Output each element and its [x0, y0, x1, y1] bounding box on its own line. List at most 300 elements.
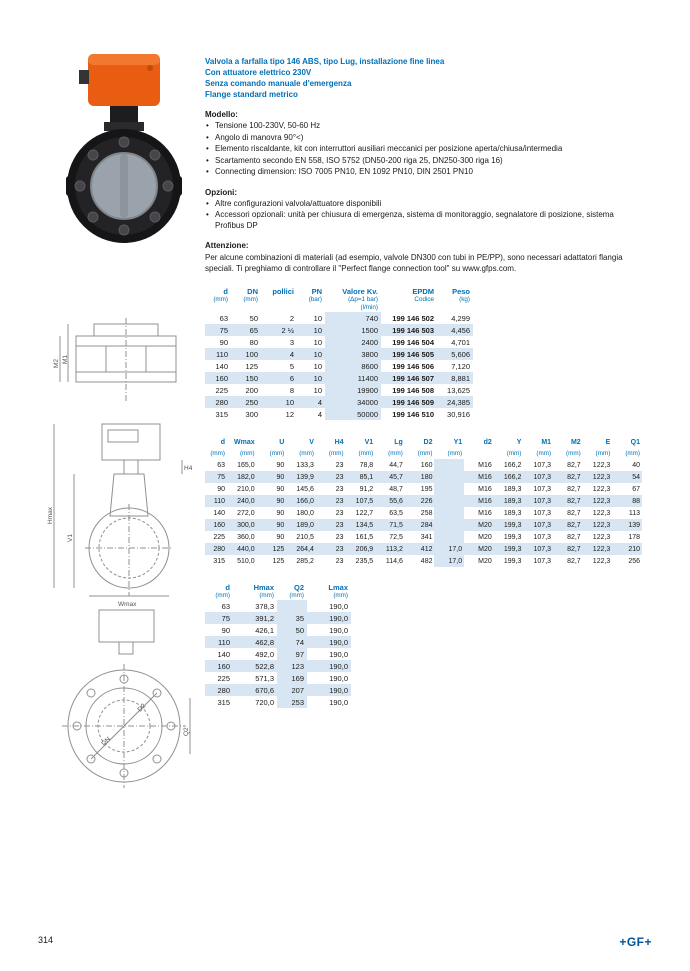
- table-cell: 12: [285, 409, 294, 419]
- dim-label-d2: D2: [136, 702, 148, 714]
- dim-label-wmax: Wmax: [118, 601, 137, 608]
- table-cell: 200: [245, 385, 258, 395]
- table-cell: 48,7: [389, 485, 403, 493]
- table-cell: 5,606: [451, 349, 470, 359]
- column-header: (mm): [289, 592, 304, 599]
- table-cell: 23: [335, 485, 344, 493]
- table-cell: 2400: [325, 336, 381, 348]
- table-cell: 125: [245, 361, 258, 371]
- table-cell: 54: [632, 473, 640, 481]
- column-header: Peso: [452, 287, 470, 296]
- table-cell: M16: [478, 485, 492, 493]
- table-cell: 189,3: [503, 497, 522, 505]
- table-cell: 107,3: [533, 557, 552, 565]
- product-photo-butterfly-valve: [66, 48, 188, 256]
- table-cell: 74: [277, 636, 307, 648]
- table-cell: 139,9: [296, 473, 314, 481]
- table-cell: 107,3: [533, 533, 552, 541]
- dim-label-dn: DN: [100, 735, 113, 748]
- table-cell: 63: [221, 601, 230, 611]
- header-row: [205, 436, 642, 448]
- table-cell: 122,3: [592, 509, 611, 517]
- table-cell: 199 146 507: [392, 373, 434, 383]
- table-cell: 139: [628, 521, 640, 529]
- table-cell: 122,3: [592, 473, 611, 481]
- column-header: E: [605, 438, 611, 446]
- list-item: • Scartamento secondo EN 558, ISO 5752 (DN50-200 riga 25, DN250-300 riga 16): [205, 156, 642, 167]
- column-header: pollici: [272, 287, 294, 296]
- column-header: [261, 304, 297, 312]
- title-line-2: Con attuatore elettrico 230V: [205, 68, 312, 77]
- attenzione-text: Per alcune combinazioni di materiali (ad esempio, valvole DN300 con tubi in PE/PP), sono necessari adattatori flangia speciali. Ti preghiamo di controllare il "Perfect flange connection tool" su www.gfps.com.: [205, 253, 623, 273]
- table-cell: 107,5: [355, 497, 374, 505]
- column-header: Codice: [414, 296, 434, 303]
- column-header: (mm): [328, 449, 344, 457]
- list-item: • Tensione 100-230V, 50-60 Hz: [205, 121, 642, 132]
- table-cell: 40: [632, 461, 640, 469]
- table-cell: 199 146 508: [392, 385, 434, 395]
- table-cell: 300,0: [237, 521, 255, 529]
- table-cell: 440,0: [237, 545, 255, 553]
- table-cell: 315: [213, 557, 225, 565]
- table-cell: 4: [317, 397, 322, 407]
- table-cell: 122,3: [592, 485, 611, 493]
- column-header: Hmax: [253, 583, 274, 592]
- table-cell: 90: [276, 509, 285, 517]
- table-row: [205, 612, 351, 624]
- column-header: [297, 304, 325, 312]
- table-cell: 199 146 510: [392, 409, 434, 419]
- table-cell: 166,2: [503, 473, 522, 481]
- list-item: • Angolo di manovra 90°<): [205, 133, 642, 144]
- table-cell: 72,5: [389, 533, 403, 541]
- table-cell: [434, 531, 464, 543]
- table-row: [205, 600, 351, 612]
- table-cell: 207: [277, 684, 307, 696]
- table-cell: 23: [335, 557, 344, 565]
- table-cell: 134,5: [355, 521, 374, 529]
- table-cell: 45,7: [389, 473, 403, 481]
- table-cell: 113: [628, 509, 640, 517]
- column-header: d2: [483, 438, 492, 446]
- table-cell: 122,3: [592, 461, 611, 469]
- table-row: [205, 624, 351, 636]
- column-header: [381, 304, 437, 312]
- table-cell: 482: [420, 557, 433, 565]
- table-cell: M16: [478, 497, 492, 505]
- table-row: [205, 384, 473, 396]
- header-row: [205, 287, 473, 296]
- table-cell: 97: [277, 648, 307, 660]
- table-cell: 122,3: [592, 545, 611, 553]
- table-cell: 90: [276, 473, 285, 481]
- table-cell: 23: [335, 461, 344, 469]
- table-cell: 34000: [325, 396, 381, 408]
- table-cell: 195: [420, 485, 433, 493]
- table-cell: 10: [313, 373, 322, 383]
- table-cell: 190,0: [329, 685, 348, 695]
- table-cell: 258: [420, 509, 433, 517]
- column-header: Q2: [293, 583, 304, 592]
- column-header: [261, 296, 297, 304]
- table-cell: 189,3: [503, 485, 522, 493]
- table-cell: 190,0: [329, 697, 348, 707]
- table-cell: 189,0: [296, 521, 314, 529]
- table-cell: [277, 600, 307, 612]
- column-header: (bar): [308, 296, 322, 303]
- table-cell: 107,3: [533, 497, 552, 505]
- table-row: [205, 696, 351, 708]
- column-header: [437, 304, 473, 312]
- header-row: [205, 592, 351, 600]
- column-header: EPDM: [412, 287, 434, 296]
- table-cell: 190,0: [329, 673, 348, 683]
- table-cell: 190,0: [329, 661, 348, 671]
- table-cell: 50: [277, 624, 307, 636]
- column-header: Y1: [453, 438, 463, 446]
- table-cell: [434, 495, 464, 507]
- table-cell: M16: [478, 473, 492, 481]
- table-row: [205, 507, 642, 519]
- column-header: H4: [334, 438, 344, 446]
- table-cell: 75: [221, 613, 230, 623]
- dimensions-table: [205, 436, 642, 567]
- table-cell: 199 146 509: [392, 397, 434, 407]
- table-cell: 10: [313, 313, 322, 323]
- table-cell: 110: [216, 349, 228, 359]
- column-header: (mm): [215, 592, 230, 599]
- table-cell: 122,7: [355, 509, 374, 517]
- title-line-3: Senza comando manuale d'emergenza: [205, 79, 352, 88]
- column-header: DN: [247, 287, 258, 296]
- title-line-1: Valvola a farfalla tipo 146 ABS, tipo Lug, installazione fine linea: [205, 57, 445, 66]
- table-cell: 114,6: [385, 557, 403, 565]
- technical-drawing-top-view: [50, 316, 190, 411]
- table-cell: 426,1: [255, 625, 274, 635]
- table-cell: 253: [277, 696, 307, 708]
- table-cell: 67: [632, 485, 640, 493]
- table-row: [205, 360, 473, 372]
- table-cell: 285,2: [296, 557, 314, 565]
- table-cell: 78,8: [359, 461, 374, 469]
- list-item: • Elemento riscaldante, kit con interruttori ausiliari meccanici per posizione aperta/chiusa/intermedia: [205, 144, 642, 155]
- table-cell: 63: [219, 313, 228, 323]
- table-cell: 178: [628, 533, 640, 541]
- column-header: (mm): [213, 296, 228, 303]
- table-cell: 182,0: [237, 473, 255, 481]
- table-cell: 160: [420, 461, 433, 469]
- table-cell: 160: [213, 521, 225, 529]
- column-header: U: [279, 438, 285, 446]
- table-cell: 199 146 502: [392, 313, 434, 323]
- table-cell: 107,3: [533, 509, 552, 517]
- table-cell: 199 146 506: [392, 361, 434, 371]
- table-cell: 10: [313, 337, 322, 347]
- table-cell: 284: [420, 521, 433, 529]
- column-header: (mm): [358, 449, 374, 457]
- table-cell: 180,0: [296, 509, 314, 517]
- table-cell: 150: [245, 373, 258, 383]
- table-cell: 88: [632, 497, 640, 505]
- table-cell: 82,7: [567, 557, 581, 565]
- table-cell: 82,7: [567, 473, 581, 481]
- table-cell: 122,3: [592, 533, 611, 541]
- table-cell: 210: [628, 545, 640, 553]
- table-cell: 23: [335, 497, 344, 505]
- column-header: (mm): [243, 296, 258, 303]
- table-cell: 225: [217, 673, 230, 683]
- column-header: M1: [541, 438, 552, 446]
- table-cell: 90: [221, 625, 230, 635]
- modello-list: [205, 121, 642, 178]
- column-header: V1: [364, 438, 374, 446]
- table-cell: 190,0: [329, 601, 348, 611]
- column-header: (mm): [506, 449, 522, 457]
- table-cell: 80: [249, 337, 258, 347]
- table-cell: 8: [289, 385, 294, 395]
- table-cell: 166,0: [296, 497, 314, 505]
- table-cell: 522,8: [255, 661, 274, 671]
- table-cell: [434, 471, 464, 483]
- opzioni-list: [205, 199, 642, 232]
- list-item: • Altre configurazioni valvola/attuatore disponibili: [205, 199, 642, 210]
- list-item: • Connecting dimension: ISO 7005 PN10, EN 1092 PN10, DIN 2501 PN10: [205, 167, 642, 178]
- table-cell: 360,0: [237, 533, 255, 541]
- table-cell: 161,5: [355, 533, 374, 541]
- table-cell: 17,0: [434, 543, 464, 555]
- table-cell: 23: [335, 521, 344, 529]
- table-cell: 44,7: [389, 461, 403, 469]
- column-header: M2: [570, 438, 581, 446]
- table-cell: 125: [272, 545, 285, 553]
- table-cell: 19900: [325, 384, 381, 396]
- column-header: Lg: [394, 438, 403, 446]
- table-cell: 190,0: [329, 625, 348, 635]
- column-header: (mm): [388, 449, 403, 457]
- table-cell: 462,8: [255, 637, 274, 647]
- table-cell: 90: [276, 485, 285, 493]
- title-line-4: Flange standard metrico: [205, 90, 298, 99]
- table-cell: 90: [276, 461, 285, 469]
- table-cell: [434, 519, 464, 531]
- table-cell: 140: [215, 361, 228, 371]
- table-cell: 510,0: [237, 557, 255, 565]
- table-cell: 140: [213, 509, 225, 517]
- table-cell: 280: [213, 545, 225, 553]
- header-row: [205, 448, 642, 459]
- table-cell: 65: [249, 325, 258, 335]
- table-cell: 140: [217, 649, 230, 659]
- table-cell: 341: [420, 533, 433, 541]
- table-cell: 315: [217, 697, 230, 707]
- column-header: Lmax: [328, 583, 348, 592]
- table-row: [205, 348, 473, 360]
- table-row: [205, 324, 473, 336]
- column-header: (mm): [210, 449, 225, 457]
- table-cell: 225: [213, 533, 225, 541]
- dim-label-q2: Q2: [183, 727, 190, 736]
- table-row: [205, 396, 473, 408]
- column-header: (mm): [595, 449, 611, 457]
- table-cell: 670,6: [255, 685, 274, 695]
- table-cell: 4: [317, 409, 322, 419]
- column-header: (kg): [459, 296, 470, 303]
- column-header: (mm): [269, 449, 285, 457]
- table-cell: 10: [313, 349, 322, 359]
- table-cell: 412: [420, 545, 433, 553]
- table-cell: 24,385: [447, 397, 470, 407]
- table-cell: 4,701: [451, 337, 470, 347]
- table-cell: 123: [277, 660, 307, 672]
- table-row: [205, 336, 473, 348]
- table-cell: 199,3: [503, 557, 522, 565]
- list-item: • Accessori opzionali: unità per chiusura di emergenza, sistema di monitoraggio, segnalatore di posizione, sistema Profibus DP: [205, 210, 642, 231]
- table-cell: 226: [420, 497, 433, 505]
- table-cell: 199,3: [503, 545, 522, 553]
- kv-code-weight-table: [205, 287, 473, 420]
- table-cell: 75: [217, 473, 225, 481]
- table-row: [205, 672, 351, 684]
- table-cell: 199,3: [503, 521, 522, 529]
- table-row: [205, 543, 642, 555]
- table-cell: 189,3: [503, 509, 522, 517]
- table-row: [205, 519, 642, 531]
- table-cell: 4,456: [451, 325, 470, 335]
- table-cell: 391,2: [255, 613, 274, 623]
- table-cell: 180: [420, 473, 433, 481]
- table-cell: 122,3: [592, 497, 611, 505]
- column-header: d: [225, 583, 230, 592]
- table-cell: 272,0: [237, 509, 255, 517]
- table-cell: 571,3: [255, 673, 274, 683]
- table-cell: 8600: [325, 360, 381, 372]
- table-cell: 169: [277, 672, 307, 684]
- column-header: Q1: [630, 438, 640, 446]
- table-cell: M20: [478, 521, 492, 529]
- table-cell: 82,7: [567, 485, 581, 493]
- header-row: [205, 304, 473, 312]
- table-cell: 740: [325, 312, 381, 324]
- column-header: (mm): [333, 592, 348, 599]
- table-cell: 210,5: [296, 533, 314, 541]
- dim-label-hmax: Hmax: [47, 507, 54, 524]
- column-header: D2: [423, 438, 433, 446]
- table-cell: [434, 483, 464, 495]
- column-header: PN: [311, 287, 322, 296]
- table-cell: 315: [215, 409, 228, 419]
- column-header: (mm): [536, 449, 552, 457]
- table-cell: 4,299: [451, 313, 470, 323]
- column-header: (mm): [566, 449, 581, 457]
- table-cell: 1500: [325, 324, 381, 336]
- table-cell: 125: [272, 557, 285, 565]
- dim-label-h4: H4: [184, 465, 193, 472]
- table-cell: 17,0: [434, 555, 464, 567]
- table-cell: 300: [245, 409, 258, 419]
- column-header: Wmax: [234, 438, 255, 446]
- table-cell: 190,0: [329, 649, 348, 659]
- table-cell: 133,3: [296, 461, 314, 469]
- table-cell: 50000: [325, 408, 381, 420]
- table-cell: 82,7: [567, 509, 581, 517]
- table-cell: 13,625: [447, 385, 470, 395]
- column-header: (Δp=1 bar): [348, 296, 378, 303]
- technical-drawing-flange-view: [44, 606, 194, 807]
- table-cell: 82,7: [567, 497, 581, 505]
- table-cell: 100: [245, 349, 258, 359]
- table-cell: 199 146 504: [392, 337, 434, 347]
- dim-label-m1: M1: [62, 354, 69, 364]
- table-cell: 110: [213, 497, 225, 505]
- column-header: (mm): [417, 449, 433, 457]
- opzioni-heading: Opzioni:: [205, 187, 237, 197]
- table-cell: 165,0: [237, 461, 255, 469]
- column-header: [205, 304, 231, 312]
- table-cell: 2 ½: [281, 325, 294, 335]
- table-cell: 35: [277, 612, 307, 624]
- table-cell: 5: [289, 361, 294, 371]
- column-header: (l/min): [360, 304, 378, 311]
- table-row: [205, 660, 351, 672]
- table-row: [205, 684, 351, 696]
- dim-label-m2: M2: [53, 358, 60, 368]
- table-cell: 3800: [325, 348, 381, 360]
- table-cell: 23: [335, 533, 344, 541]
- table-cell: 110: [218, 637, 230, 647]
- table-row: [205, 312, 473, 324]
- attenzione-heading: Attenzione:: [205, 241, 249, 250]
- table-cell: 8,881: [451, 373, 470, 383]
- table-cell: 30,916: [447, 409, 470, 419]
- table-cell: 10: [313, 325, 322, 335]
- table-cell: 210,0: [237, 485, 255, 493]
- table-cell: 3: [289, 337, 294, 347]
- table-cell: M16: [478, 461, 492, 469]
- table-row: [205, 555, 642, 567]
- table-cell: 122,3: [592, 521, 611, 529]
- column-header: (mm): [239, 449, 255, 457]
- table-cell: 50: [249, 313, 258, 323]
- table-cell: 160: [215, 373, 228, 383]
- table-cell: 6: [289, 373, 294, 383]
- table-cell: 122,3: [592, 557, 611, 565]
- table-cell: 75: [219, 325, 228, 335]
- table-cell: 280: [215, 397, 228, 407]
- table-cell: 90: [217, 485, 225, 493]
- table-cell: 23: [335, 509, 344, 517]
- technical-drawing-side-elevation: [44, 420, 194, 613]
- table-cell: 90: [219, 337, 228, 347]
- table-cell: 10: [313, 361, 322, 371]
- column-header: Valore Kv.: [342, 287, 378, 296]
- header-row: [205, 583, 351, 592]
- table-cell: 107,3: [533, 521, 552, 529]
- table-cell: 160: [217, 661, 230, 671]
- main-content: [205, 56, 642, 708]
- table-cell: 190,0: [329, 613, 348, 623]
- table-cell: 492,0: [255, 649, 274, 659]
- table-row: [205, 495, 642, 507]
- column-header: (mm): [625, 449, 640, 457]
- table-cell: 10: [285, 397, 294, 407]
- table-cell: 107,3: [533, 461, 552, 469]
- column-header: d: [223, 287, 228, 296]
- table-row: [205, 471, 642, 483]
- table-cell: 113,2: [385, 545, 403, 553]
- table-cell: 23: [335, 473, 344, 481]
- table-cell: 90: [276, 521, 285, 529]
- table-row: [205, 636, 351, 648]
